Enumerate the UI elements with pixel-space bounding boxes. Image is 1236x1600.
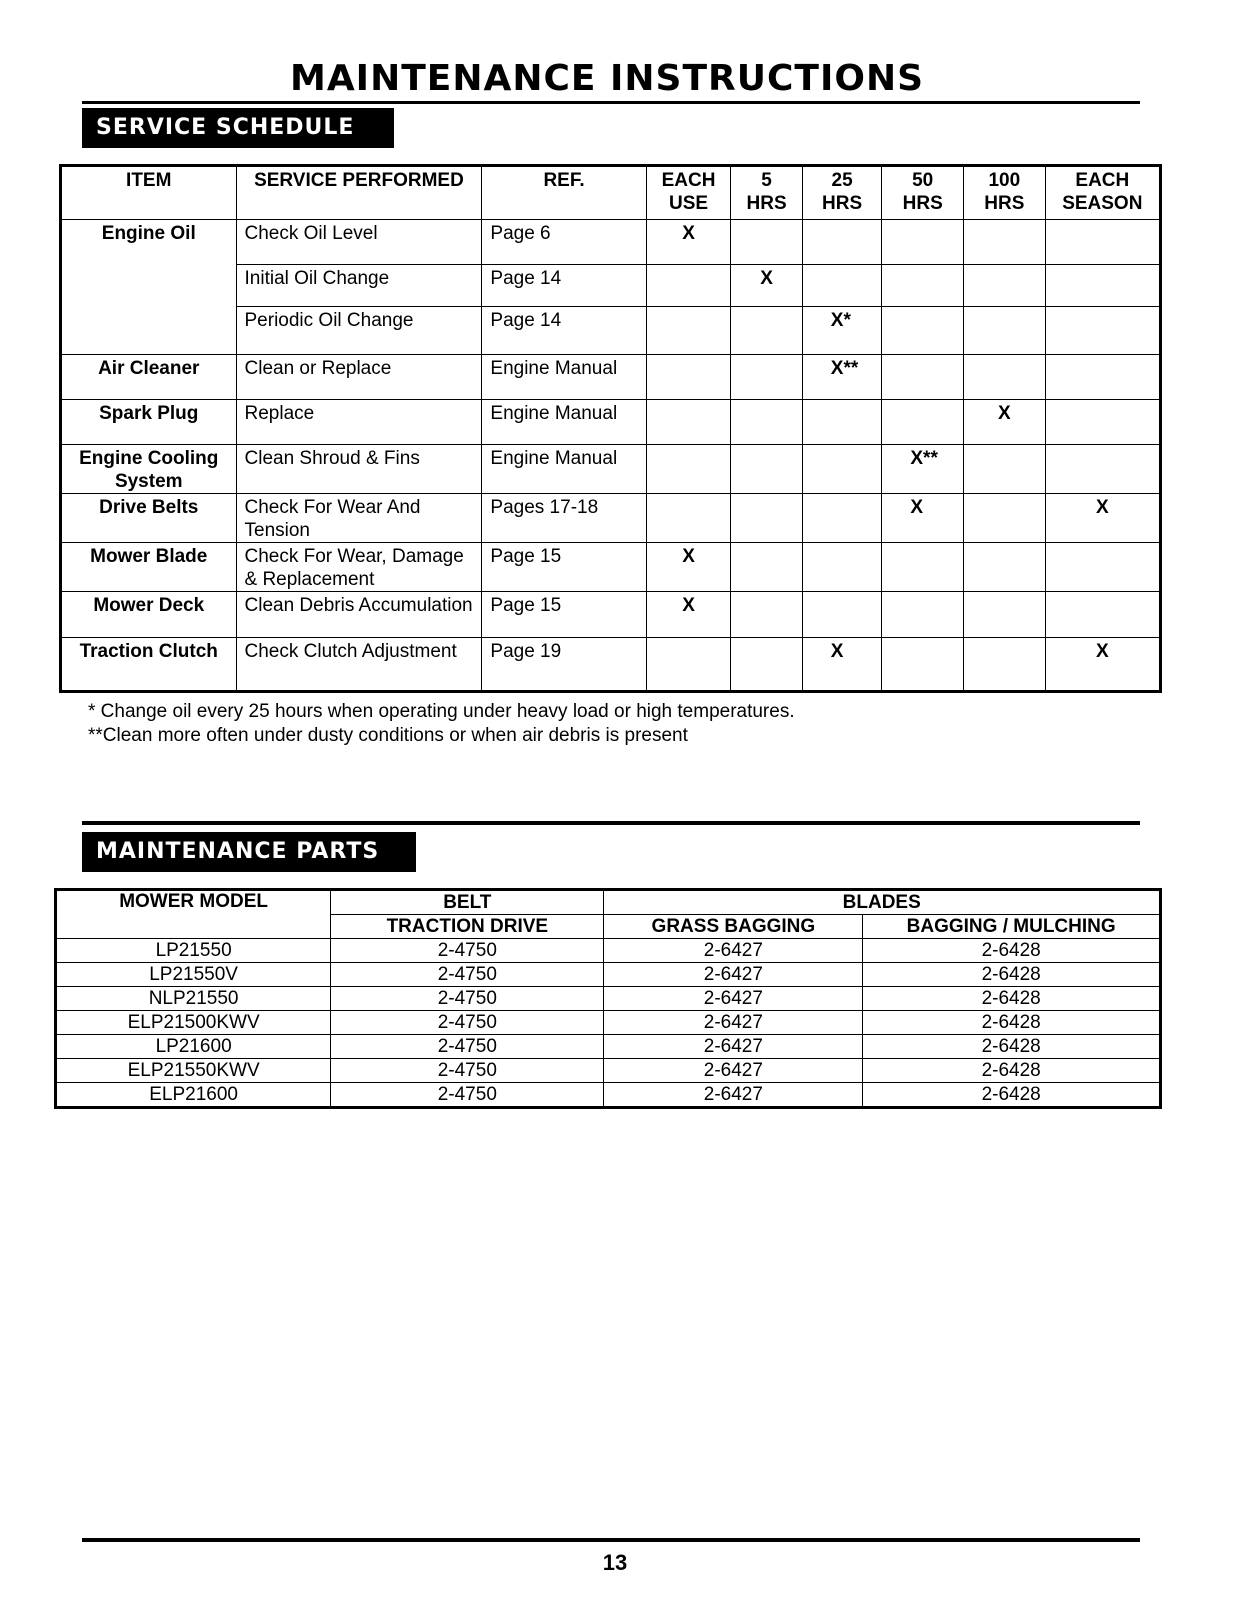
schedule-cell-item: Mower Blade [61, 543, 237, 592]
schedule-cell-ref: Page 15 [482, 543, 646, 592]
schedule-cell-ref: Engine Manual [482, 445, 646, 494]
parts-cell-model: NLP21550 [56, 987, 331, 1011]
schedule-cell-h25: X** [802, 355, 882, 400]
schedule-row [61, 220, 1161, 265]
parts-cell-mulching: 2-6428 [863, 963, 1161, 987]
schedule-cell-h25: X* [802, 307, 882, 355]
schedule-cell-season [1045, 307, 1160, 355]
schedule-cell-h5 [731, 355, 802, 400]
schedule-row [61, 638, 1161, 692]
parts-cell-belt: 2-4750 [331, 1083, 604, 1108]
schedule-cell-item: Drive Belts [61, 494, 237, 543]
schedule-cell-h25 [802, 220, 882, 265]
schedule-cell-h100: X [964, 400, 1046, 445]
schedule-cell-h100 [964, 638, 1046, 692]
page-number: 13 [602, 1550, 628, 1575]
schedule-cell-service: Clean or Replace [236, 355, 482, 400]
schedule-cell-h50 [882, 307, 964, 355]
schedule-cell-h25: X [802, 638, 882, 692]
schedule-cell-item: Mower Deck [61, 592, 237, 638]
header-belt: BELT [331, 890, 604, 915]
schedule-cell-season [1045, 445, 1160, 494]
schedule-cell-h5: X [731, 265, 802, 307]
schedule-cell-each-use [646, 494, 731, 543]
schedule-cell-h50 [882, 400, 964, 445]
schedule-cell-season [1045, 265, 1160, 307]
schedule-cell-service: Check Clutch Adjustment [236, 638, 482, 692]
schedule-cell-service: Clean Debris Accumulation [236, 592, 482, 638]
schedule-cell-h100 [964, 307, 1046, 355]
schedule-cell-h25 [802, 445, 882, 494]
header-25-hrs: 25 HRS [802, 166, 882, 220]
page-title: MAINTENANCE INSTRUCTIONS [290, 58, 925, 99]
header-grass-bagging: GRASS BAGGING [604, 915, 863, 939]
parts-cell-bagging: 2-6427 [604, 987, 863, 1011]
schedule-cell-h25 [802, 494, 882, 543]
schedule-cell-h5 [731, 400, 802, 445]
header-blades: BLADES [604, 890, 1161, 915]
schedule-cell-h5 [731, 543, 802, 592]
schedule-cell-h50 [882, 638, 964, 692]
schedule-cell-service: Check For Wear, Damage & Replacement [236, 543, 482, 592]
schedule-header-row [61, 166, 1161, 220]
schedule-cell-item: Engine Cooling System [61, 445, 237, 494]
schedule-cell-h50 [882, 355, 964, 400]
parts-row [56, 1083, 1161, 1108]
schedule-row [61, 400, 1161, 445]
schedule-cell-season [1045, 355, 1160, 400]
schedule-cell-season [1045, 400, 1160, 445]
schedule-row [61, 265, 1161, 307]
schedule-cell-h50: X [882, 494, 964, 543]
parts-cell-model: ELP21550KWV [56, 1059, 331, 1083]
schedule-cell-each-use: X [646, 220, 731, 265]
schedule-cell-h25 [802, 543, 882, 592]
schedule-cell-h100 [964, 592, 1046, 638]
title-rule [82, 101, 1140, 104]
schedule-cell-each-use [646, 355, 731, 400]
parts-row [56, 939, 1161, 963]
parts-cell-mulching: 2-6428 [863, 1011, 1161, 1035]
schedule-cell-h100 [964, 265, 1046, 307]
parts-row [56, 1011, 1161, 1035]
schedule-cell-h100 [964, 445, 1046, 494]
schedule-cell-item: Engine Oil [61, 220, 237, 265]
header-mower-model: MOWER MODEL [56, 890, 331, 939]
parts-row [56, 987, 1161, 1011]
schedule-cell-item: Spark Plug [61, 400, 237, 445]
schedule-cell-h50: X** [882, 445, 964, 494]
schedule-cell-service: Initial Oil Change [236, 265, 482, 307]
schedule-cell-item [61, 307, 237, 355]
schedule-cell-item [61, 265, 237, 307]
schedule-cell-service: Check For Wear And Tension [236, 494, 482, 543]
parts-row [56, 1035, 1161, 1059]
parts-cell-mulching: 2-6428 [863, 939, 1161, 963]
schedule-row [61, 543, 1161, 592]
schedule-cell-h25 [802, 265, 882, 307]
schedule-cell-service: Replace [236, 400, 482, 445]
service-schedule-heading: SERVICE SCHEDULE [82, 108, 394, 148]
schedule-cell-h5 [731, 220, 802, 265]
parts-cell-mulching: 2-6428 [863, 987, 1161, 1011]
schedule-cell-h100 [964, 220, 1046, 265]
parts-cell-belt: 2-4750 [331, 987, 604, 1011]
schedule-cell-each-use [646, 638, 731, 692]
parts-cell-model: LP21550V [56, 963, 331, 987]
parts-cell-bagging: 2-6427 [604, 1035, 863, 1059]
schedule-cell-each-use [646, 265, 731, 307]
schedule-cell-h5 [731, 307, 802, 355]
parts-cell-belt: 2-4750 [331, 1059, 604, 1083]
schedule-cell-h25 [802, 400, 882, 445]
schedule-cell-h5 [731, 494, 802, 543]
footer-rule [82, 1538, 1140, 1542]
schedule-cell-season: X [1045, 494, 1160, 543]
footnote-dust: **Clean more often under dusty conditions or when air debris is present [88, 725, 688, 746]
schedule-cell-h25 [802, 592, 882, 638]
schedule-row [61, 592, 1161, 638]
header-service: SERVICE PERFORMED [236, 166, 482, 220]
schedule-row [61, 494, 1161, 543]
parts-header-row [56, 890, 1161, 915]
schedule-cell-ref: Page 6 [482, 220, 646, 265]
schedule-cell-h100 [964, 543, 1046, 592]
schedule-cell-ref: Pages 17-18 [482, 494, 646, 543]
header-each-use: EACH USE [646, 166, 731, 220]
footnote-oil: * Change oil every 25 hours when operating under heavy load or high temperatures. [88, 701, 795, 722]
schedule-row [61, 445, 1161, 494]
schedule-cell-h50 [882, 265, 964, 307]
schedule-cell-each-use: X [646, 543, 731, 592]
schedule-cell-ref: Engine Manual [482, 400, 646, 445]
schedule-cell-h50 [882, 543, 964, 592]
schedule-cell-h100 [964, 355, 1046, 400]
schedule-cell-h100 [964, 494, 1046, 543]
header-ref: REF. [482, 166, 646, 220]
schedule-footnotes [88, 700, 795, 748]
parts-cell-bagging: 2-6427 [604, 1011, 863, 1035]
maintenance-parts-table [54, 888, 1162, 1109]
parts-cell-bagging: 2-6427 [604, 1059, 863, 1083]
header-100-hrs: 100 HRS [964, 166, 1046, 220]
parts-cell-belt: 2-4750 [331, 1035, 604, 1059]
parts-cell-mulching: 2-6428 [863, 1083, 1161, 1108]
schedule-cell-ref: Engine Manual [482, 355, 646, 400]
section-rule [82, 821, 1140, 825]
parts-cell-bagging: 2-6427 [604, 963, 863, 987]
schedule-cell-season [1045, 592, 1160, 638]
parts-cell-mulching: 2-6428 [863, 1059, 1161, 1083]
parts-row [56, 1059, 1161, 1083]
schedule-cell-h5 [731, 592, 802, 638]
header-bagging-mulching: BAGGING / MULCHING [863, 915, 1161, 939]
parts-cell-belt: 2-4750 [331, 939, 604, 963]
schedule-cell-ref: Page 14 [482, 307, 646, 355]
header-item: ITEM [61, 166, 237, 220]
header-50-hrs: 50 HRS [882, 166, 964, 220]
parts-cell-model: LP21600 [56, 1035, 331, 1059]
parts-cell-mulching: 2-6428 [863, 1035, 1161, 1059]
schedule-cell-each-use: X [646, 592, 731, 638]
maintenance-parts-heading: MAINTENANCE PARTS [82, 832, 416, 872]
parts-cell-belt: 2-4750 [331, 1011, 604, 1035]
schedule-cell-service: Check Oil Level [236, 220, 482, 265]
schedule-cell-ref: Page 19 [482, 638, 646, 692]
parts-cell-model: ELP21600 [56, 1083, 331, 1108]
header-traction-drive: TRACTION DRIVE [331, 915, 604, 939]
header-each-season: EACH SEASON [1045, 166, 1160, 220]
header-5-hrs: 5 HRS [731, 166, 802, 220]
schedule-cell-h5 [731, 445, 802, 494]
schedule-cell-ref: Page 15 [482, 592, 646, 638]
schedule-cell-each-use [646, 445, 731, 494]
parts-cell-bagging: 2-6427 [604, 1083, 863, 1108]
schedule-cell-season [1045, 543, 1160, 592]
parts-cell-belt: 2-4750 [331, 963, 604, 987]
schedule-cell-h5 [731, 638, 802, 692]
parts-cell-bagging: 2-6427 [604, 939, 863, 963]
parts-cell-model: LP21550 [56, 939, 331, 963]
schedule-cell-season [1045, 220, 1160, 265]
schedule-cell-service: Periodic Oil Change [236, 307, 482, 355]
schedule-cell-season: X [1045, 638, 1160, 692]
parts-cell-model: ELP21500KWV [56, 1011, 331, 1035]
parts-row [56, 963, 1161, 987]
schedule-cell-each-use [646, 400, 731, 445]
schedule-cell-each-use [646, 307, 731, 355]
schedule-row [61, 355, 1161, 400]
schedule-cell-h50 [882, 220, 964, 265]
schedule-cell-h50 [882, 592, 964, 638]
schedule-cell-service: Clean Shroud & Fins [236, 445, 482, 494]
schedule-cell-ref: Page 14 [482, 265, 646, 307]
schedule-row [61, 307, 1161, 355]
schedule-cell-item: Traction Clutch [61, 638, 237, 692]
service-schedule-table [59, 164, 1162, 693]
schedule-cell-item: Air Cleaner [61, 355, 237, 400]
